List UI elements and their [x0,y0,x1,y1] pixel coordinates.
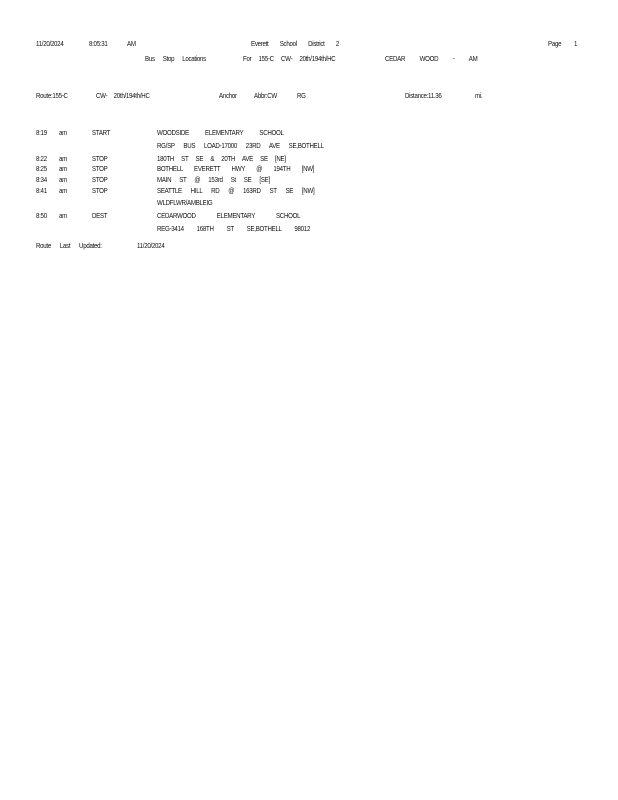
report-ampm: AM [127,39,136,48]
stop-type: STOP [92,154,108,163]
stop-ampm: am [59,164,67,173]
report-date: 11/20/2024 [36,39,64,48]
stop-type: STOP [92,186,108,195]
stop-time: 8:25 [36,164,47,173]
stop-time: 8:41 [36,186,47,195]
subtitle-school: CEDAR WOOD - AM [385,54,478,63]
stop-type: START [92,128,111,137]
route-id: Route:155-C [36,91,68,100]
stop-note: REG-3414 168TH ST SE,BOTHELL 98012 [157,224,311,233]
last-updated-date: 11/20/2024 [137,241,165,250]
stop-time: 8:19 [36,128,47,137]
district-title: Everett School District 2 [251,39,339,48]
stop-ampm: am [59,186,67,195]
route-description: CW- 20th/194th/HC [96,91,150,100]
stop-time: 8:34 [36,175,47,184]
stop-location: WOODSIDE ELEMENTARY SCHOOL [157,128,284,137]
stop-type: STOP [92,164,108,173]
last-updated-label: Route Last Updated: [36,241,102,250]
page-label: Page [548,39,562,48]
stop-location: SEATTLE HILL RD @ 163RD ST SE [NW] [157,186,315,195]
abbr-label: Abbr:CW [254,91,277,100]
stop-time: 8:22 [36,154,47,163]
subtitle-route: For 155-C CW- 20th/194th/HC [243,54,336,63]
stop-ampm: am [59,154,67,163]
stop-ampm: am [59,175,67,184]
report-time: 8:05:31 [89,39,108,48]
stop-location: 180TH ST SE & 20TH AVE SE [NE] [157,154,286,163]
distance-unit: mi. [475,91,483,100]
stop-type: DEST [92,211,108,220]
stop-location: BOTHELL EVERETT HWY @ 194TH [NW] [157,164,315,173]
stop-location: MAIN ST @ 153rd St SE [SE] [157,175,270,184]
stop-ampm: am [59,128,67,137]
subtitle-bus-stop-locations: Bus Stop Locations [145,54,206,63]
stop-note: WLDFLWR/AMBLEIG [157,198,213,207]
stop-note: RG/SP BUS LOAD-17000 23RD AVE SE,BOTHELL [157,141,324,150]
page-number: 1 [574,39,578,48]
distance-label: Distance:11.36 [405,91,442,100]
stop-time: 8:50 [36,211,47,220]
stop-location: CEDARWOOD ELEMENTARY SCHOOL [157,211,301,220]
stop-type: STOP [92,175,108,184]
stop-ampm: am [59,211,67,220]
abbr-value: RG [297,91,306,100]
anchor-label: Anchor [219,91,237,100]
